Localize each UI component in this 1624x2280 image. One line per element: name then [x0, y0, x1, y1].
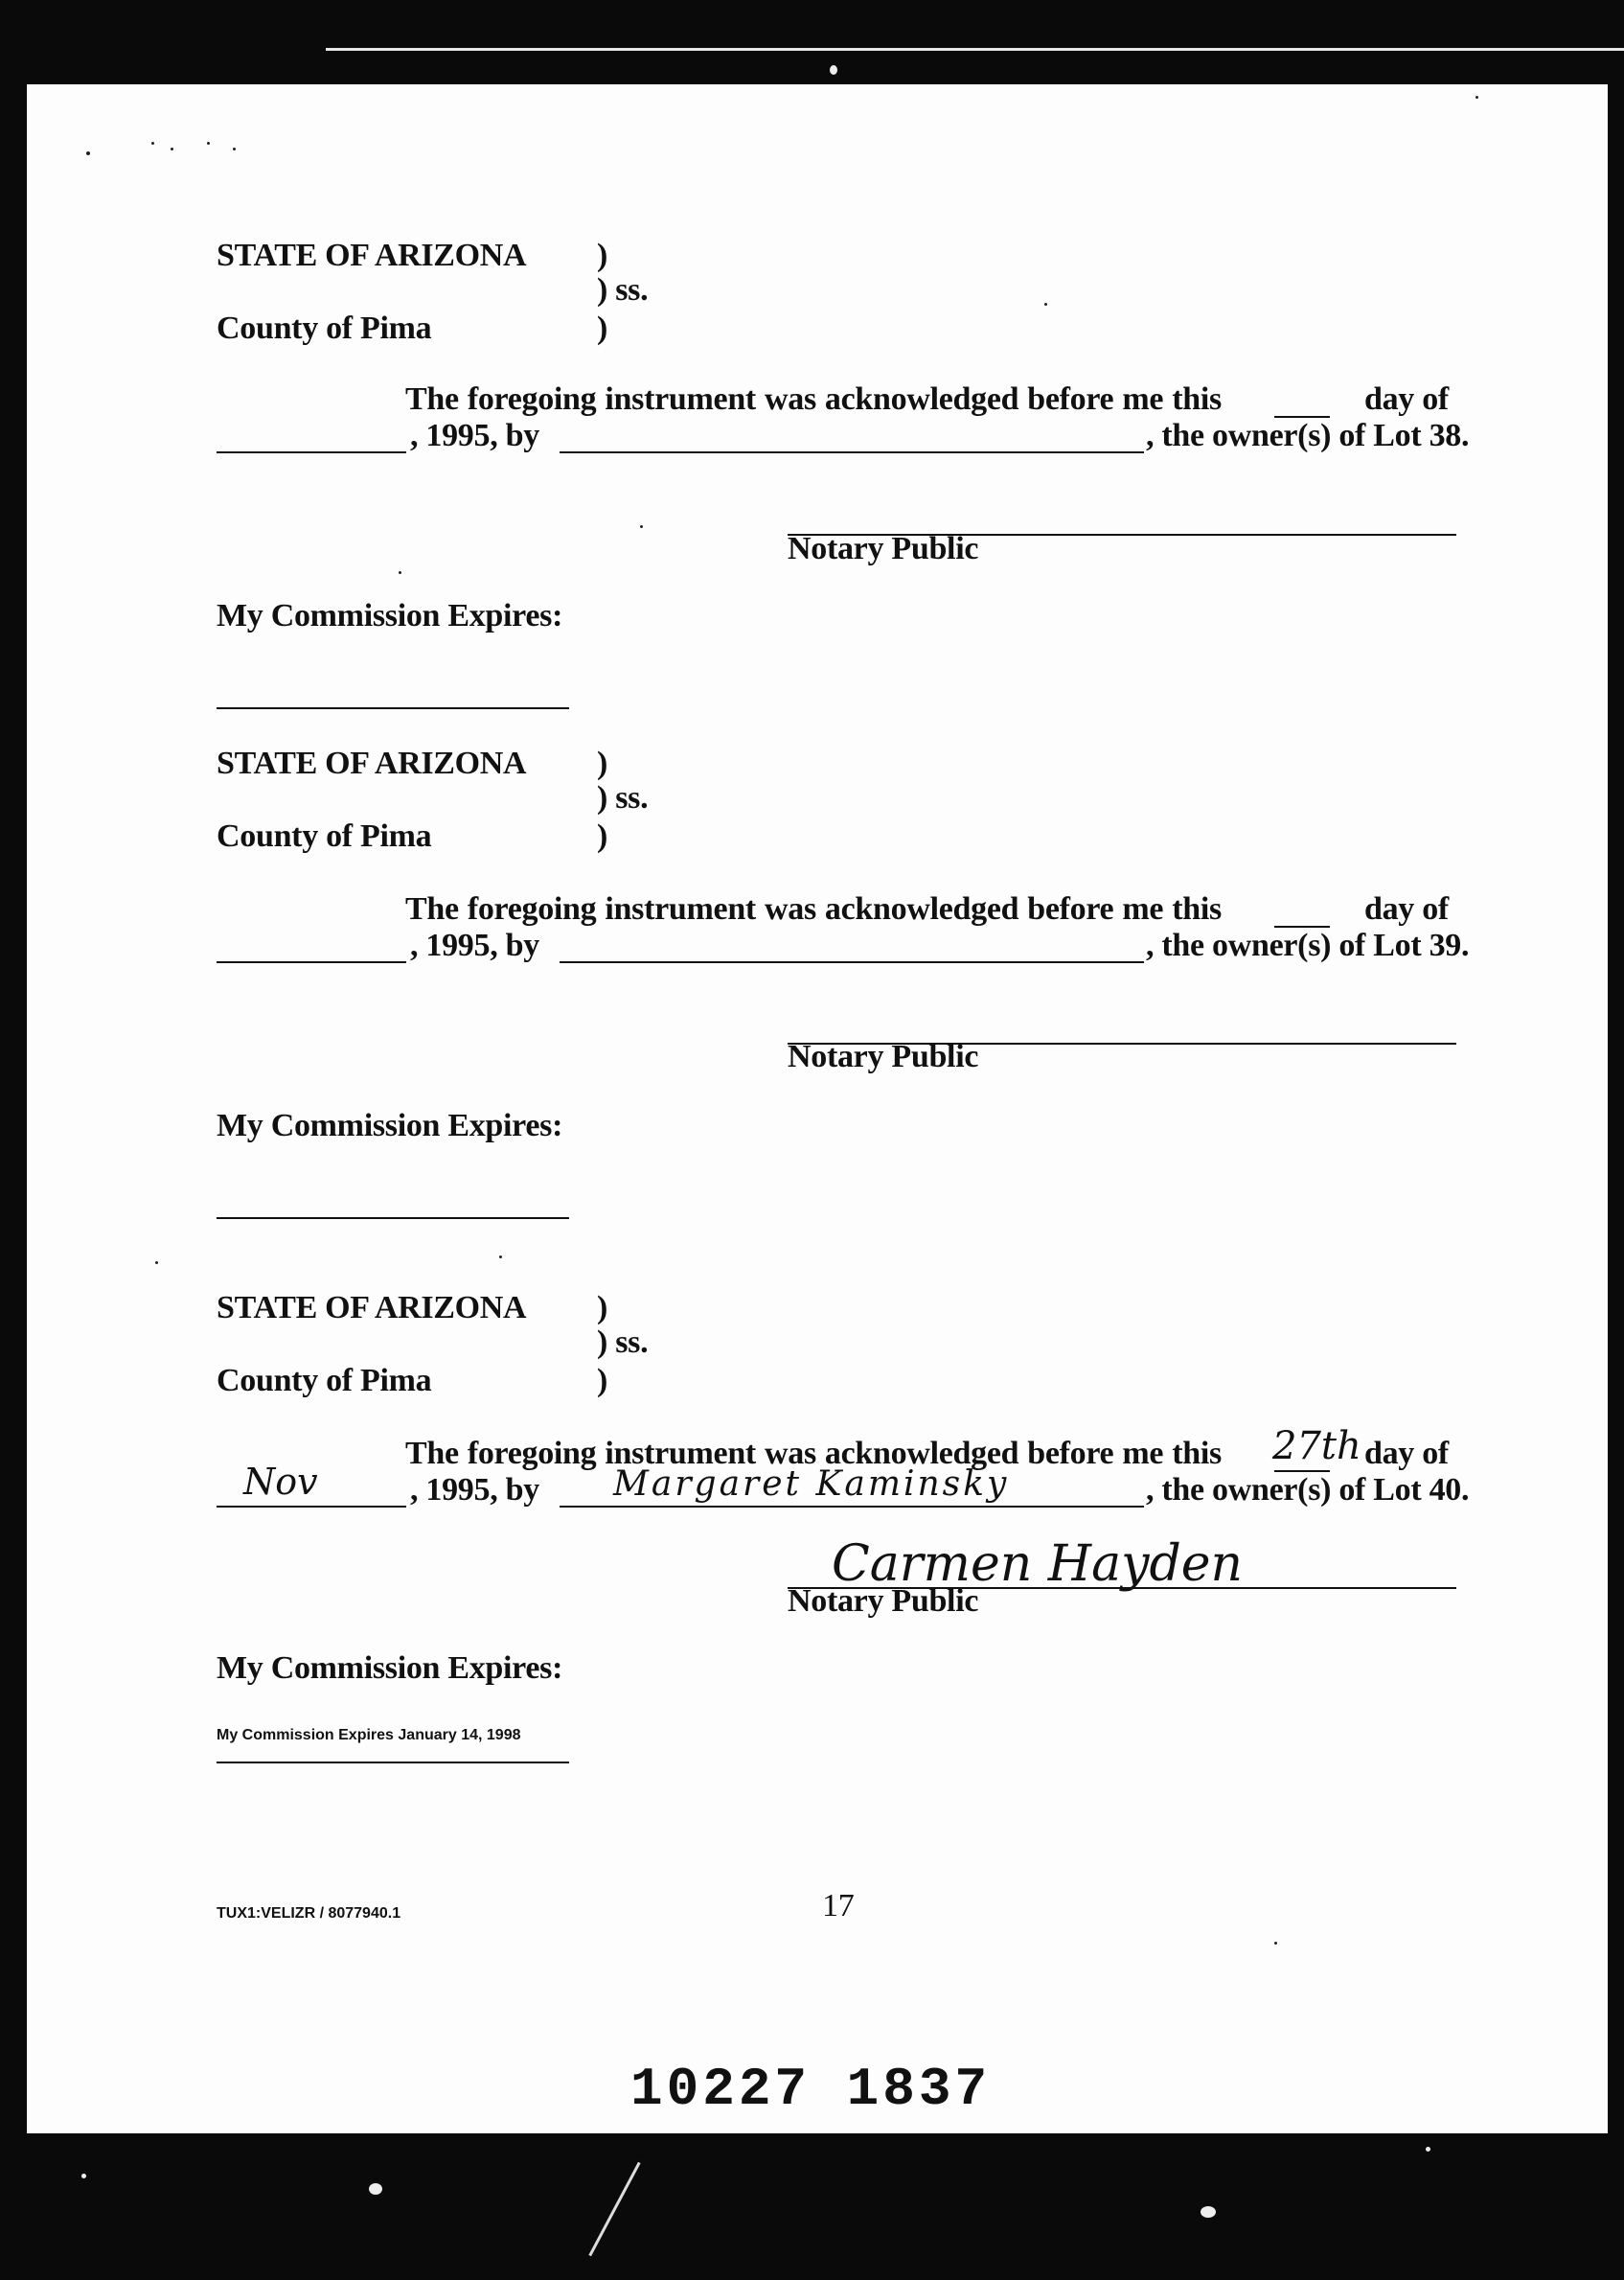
- month-blank: [217, 451, 406, 453]
- owner-lot-label: , the owner(s) of Lot 38.: [1146, 418, 1470, 453]
- commission-date-line: [217, 707, 569, 709]
- document-page: [27, 84, 1608, 2133]
- ss-label: ) ss.: [597, 272, 649, 308]
- state-heading: STATE OF ARIZONA: [217, 1290, 527, 1325]
- commission-date-line: [217, 1217, 569, 1219]
- county-label: County of Pima: [217, 1363, 432, 1398]
- notary-public-label: Notary Public: [788, 1583, 979, 1619]
- day-of-label: day of: [1364, 1436, 1449, 1471]
- owner-name-blank: [560, 961, 1144, 963]
- notary-signature: Carmen Hayden: [832, 1535, 1244, 1593]
- acknowledgment-text: The foregoing instrument was acknowledged before me this: [405, 381, 1222, 417]
- notary-public-label: Notary Public: [788, 1039, 979, 1074]
- acknowledgment-text: The foregoing instrument was acknowledged before me this: [405, 891, 1222, 927]
- month-blank: [217, 961, 406, 963]
- ss-label: ) ss.: [597, 780, 649, 816]
- owner-name-blank: [560, 1506, 1144, 1508]
- year-by-label: , 1995, by: [410, 418, 539, 453]
- acknowledgment-text: The foregoing instrument was acknowledged before me this: [405, 1436, 1222, 1471]
- document-id: TUX1:VELIZR / 8077940.1: [217, 1905, 401, 1922]
- ss-label: ) ss.: [597, 1324, 649, 1360]
- scan-speck: [1201, 2206, 1216, 2218]
- commission-expires-label: My Commission Expires:: [217, 1650, 563, 1686]
- day-of-label: day of: [1364, 381, 1449, 417]
- state-heading: STATE OF ARIZONA: [217, 746, 527, 781]
- day-of-label: day of: [1364, 891, 1449, 927]
- bracket: ): [597, 818, 608, 854]
- county-label: County of Pima: [217, 311, 432, 346]
- notary-public-label: Notary Public: [788, 531, 979, 566]
- handwritten-day: 27th: [1272, 1424, 1361, 1468]
- bracket: ): [597, 238, 608, 273]
- commission-stamp: My Commission Expires January 14, 1998: [217, 1727, 521, 1743]
- owner-lot-label: , the owner(s) of Lot 40.: [1146, 1472, 1470, 1508]
- scan-scratch: [588, 2162, 640, 2257]
- month-blank: [217, 1506, 406, 1508]
- bracket: ): [597, 1363, 608, 1398]
- handwritten-month: Nov: [243, 1461, 318, 1503]
- bracket: ): [597, 1290, 608, 1325]
- owner-name-blank: [560, 451, 1144, 453]
- scan-speck: [1426, 2147, 1430, 2152]
- scan-speck: [830, 65, 837, 75]
- recording-stamp-number: 10227 1837: [630, 2059, 992, 2120]
- year-by-label: , 1995, by: [410, 928, 539, 963]
- county-label: County of Pima: [217, 818, 432, 854]
- bracket: ): [597, 311, 608, 346]
- scan-speck: [369, 2183, 382, 2195]
- scan-edge-line: [326, 48, 1624, 51]
- handwritten-owner-name: Margaret Kaminsky: [613, 1464, 1010, 1504]
- owner-lot-label: , the owner(s) of Lot 39.: [1146, 928, 1470, 963]
- state-heading: STATE OF ARIZONA: [217, 238, 527, 273]
- commission-date-line: [217, 1762, 569, 1763]
- scan-speck: [81, 2174, 86, 2178]
- year-by-label: , 1995, by: [410, 1472, 539, 1508]
- commission-expires-label: My Commission Expires:: [217, 598, 563, 633]
- bracket: ): [597, 746, 608, 781]
- page-number: 17: [822, 1888, 855, 1923]
- commission-expires-label: My Commission Expires:: [217, 1108, 563, 1143]
